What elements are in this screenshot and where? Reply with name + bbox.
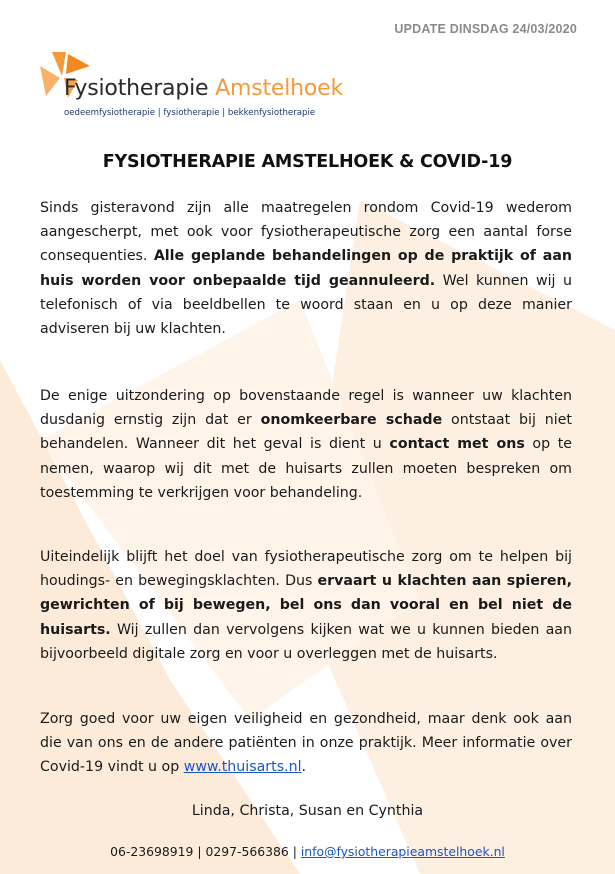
practice-logo xyxy=(38,46,358,124)
logo-name-part2: Amstelhoek xyxy=(215,76,344,101)
paragraph2-bold-b: contact met ons xyxy=(389,436,525,453)
paragraph-cancellations xyxy=(40,196,572,341)
logo-name xyxy=(64,76,343,101)
paragraph4-text-a: Zorg goed voor uw eigen veiligheid en gezondheid, maar denk ook aan die van ons en de andere patiënten in onze praktijk. Meer informatie over Covid-19 vindt u op xyxy=(40,711,572,776)
email-link[interactable]: info@fysiotherapieamstelhoek.nl xyxy=(300,844,505,859)
paragraph1-text-b: Wel kunnen wij u telefonisch of via beeldbellen te woord staan en u op deze manier adviseren bij uw klachten. xyxy=(40,272,572,338)
paragraph2-text-b: ontstaat bij niet behandelen. Wanneer dit het geval is dient u xyxy=(40,412,572,453)
paragraph3-text-b: Wij zullen dan vervolgens kijken wat we u kunnen bieden aan bijvoorbeeld digitale zorg en voor u overleggen met de huisarts. xyxy=(40,621,572,662)
contact-phones: 06-23698919 | 0297-566386 | xyxy=(110,844,301,859)
paragraph2-text-a: De enige uitzondering op bovenstaande regel is wanneer uw klachten dusdanig ernstig zijn dat er xyxy=(40,388,572,429)
paragraph1-bold-a: Alle geplande behandelingen op de praktijk of aan huis worden voor onbepaalde tijd geannuleerd. xyxy=(40,248,572,289)
paragraph-exception xyxy=(40,384,572,505)
paragraph2-bold-a: onomkeerbare schade xyxy=(260,412,443,429)
thuisarts-link[interactable]: www.thuisarts.nl xyxy=(183,759,302,776)
paragraph1-text-a: Sinds gisteravond zijn alle maatregelen rondom Covid-19 wederom aangescherpt, met ook voor fysiotherapeutische zorg een aantal forse consequenties. xyxy=(40,200,572,265)
paragraph3-text-a: Uiteindelijk blijft het doel van fysiotherapeutische zorg om te helpen bij houdings- en bewegingsklachten. Dus xyxy=(40,549,572,590)
paragraph2-text-c: op te nemen, waarop wij dit met de huisarts zullen moeten bespreken om toestemming te verkrijgen voor behandeling. xyxy=(40,436,572,501)
paragraph3-bold-a: ervaart u klachten aan spieren, gewrichten of bij bewegen, bel ons dan vooral en bel niet de huisarts. xyxy=(40,573,573,638)
contact-line xyxy=(0,844,615,859)
update-date: UPDATE DINSDAG 24/03/2020 xyxy=(394,22,577,36)
page-title: FYSIOTHERAPIE AMSTELHOEK & COVID-19 xyxy=(102,152,513,172)
logo-tagline: oedeemfysiotherapie | fysiotherapie | bekkenfysiotherapie xyxy=(64,108,316,118)
signature: Linda, Christa, Susan en Cynthia xyxy=(191,803,424,819)
paragraph-goal xyxy=(40,545,572,666)
paragraph-safety xyxy=(40,707,572,780)
paragraph4-text-b: . xyxy=(301,759,307,776)
logo-name-part1: Fysiotherapie xyxy=(64,76,216,101)
